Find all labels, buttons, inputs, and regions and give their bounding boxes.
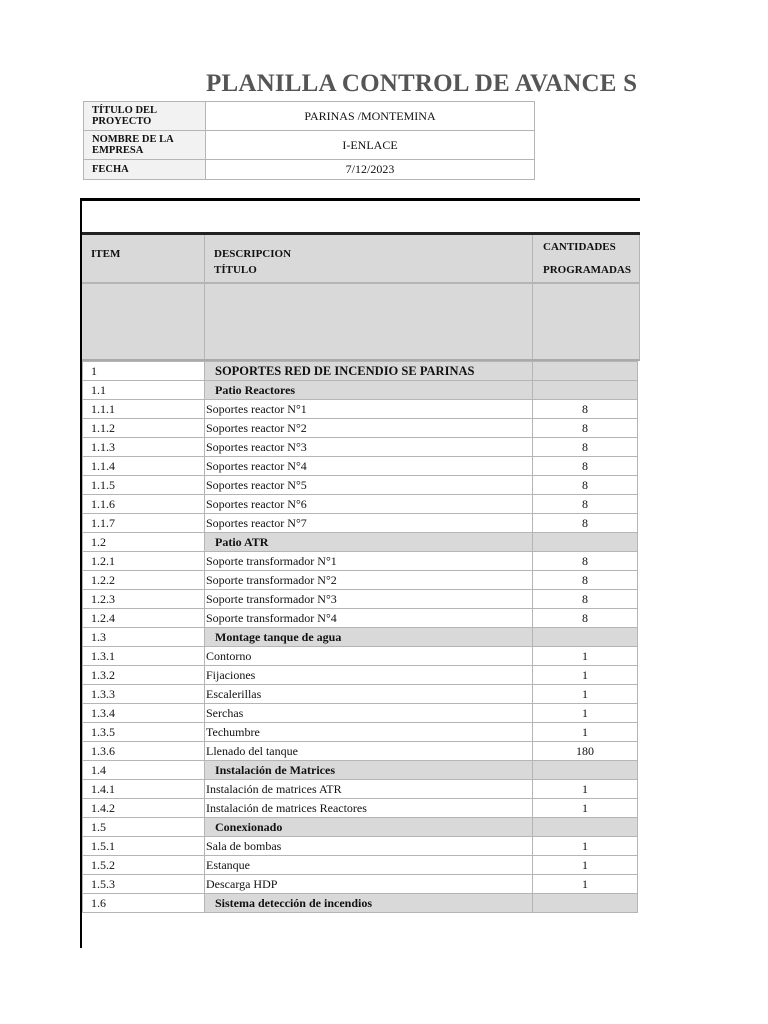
section-row [83,818,638,837]
description-cell: Soportes reactor N°4 [205,457,533,476]
section-row [83,533,638,552]
description-cell: Instalación de Matrices [205,761,533,780]
item-cell: 1.4.2 [83,799,205,818]
quantity-cell: 1 [533,875,638,894]
description-cell: SOPORTES RED DE INCENDIO SE PARINAS [205,362,533,381]
item-cell: 1.2.3 [83,590,205,609]
quantity-cell [533,533,638,552]
description-cell: Soportes reactor N°6 [205,495,533,514]
info-label: FECHA [84,160,206,180]
description-cell: Instalación de matrices Reactores [205,799,533,818]
quantity-cell: 8 [533,514,638,533]
item-cell: 1.2.1 [83,552,205,571]
table-row [83,609,638,628]
table-row [83,514,638,533]
quantity-cell [533,894,638,913]
table-row [83,799,638,818]
quantity-cell: 1 [533,704,638,723]
item-cell: 1.3.5 [83,723,205,742]
quantity-cell: 1 [533,856,638,875]
item-cell: 1.1.2 [83,419,205,438]
table-top-border [81,198,640,201]
item-cell: 1.3.2 [83,666,205,685]
table-row [83,780,638,799]
section-row [83,362,638,381]
item-cell: 1.4 [83,761,205,780]
quantity-cell: 1 [533,685,638,704]
table-row [83,875,638,894]
quantity-cell: 1 [533,723,638,742]
quantity-cell: 8 [533,609,638,628]
description-cell: Llenado del tanque [205,742,533,761]
item-cell: 1.1 [83,381,205,400]
quantity-cell: 8 [533,438,638,457]
section-row [83,381,638,400]
description-cell: Serchas [205,704,533,723]
table-row [83,837,638,856]
info-row-project [84,102,535,131]
quantity-cell [533,761,638,780]
table-row [83,552,638,571]
table-row [83,476,638,495]
description-cell: Soportes reactor N°1 [205,400,533,419]
project-info-table [83,101,535,180]
description-cell: Soporte transformador N°4 [205,609,533,628]
item-cell: 1.3.3 [83,685,205,704]
table-row [83,457,638,476]
item-cell: 1.1.4 [83,457,205,476]
info-label: NOMBRE DE LA EMPRESA [84,131,206,160]
item-cell: 1.1.1 [83,400,205,419]
description-cell: Montage tanque de agua [205,628,533,647]
item-cell: 1.3.6 [83,742,205,761]
header-divider [82,282,640,284]
description-cell: Patio ATR [205,533,533,552]
description-cell: Fijaciones [205,666,533,685]
description-cell: Soporte transformador N°1 [205,552,533,571]
quantity-cell [533,818,638,837]
item-cell: 1.1.7 [83,514,205,533]
description-cell: Soportes reactor N°5 [205,476,533,495]
description-cell: Patio Reactores [205,381,533,400]
header-cantidades: CANTIDADES [543,241,616,253]
item-cell: 1.3.4 [83,704,205,723]
quantity-cell: 8 [533,571,638,590]
item-cell: 1.3.1 [83,647,205,666]
quantity-cell [533,362,638,381]
quantity-cell: 8 [533,495,638,514]
table-row [83,419,638,438]
quantity-cell [533,381,638,400]
quantity-cell [533,628,638,647]
header-item: ITEM [91,248,121,260]
quantity-cell: 1 [533,647,638,666]
quantity-cell: 180 [533,742,638,761]
description-cell: Soporte transformador N°3 [205,590,533,609]
description-cell: Conexionado [205,818,533,837]
description-cell: Sala de bombas [205,837,533,856]
description-cell: Soportes reactor N°7 [205,514,533,533]
info-value: I-ENLACE [206,131,535,160]
info-label: TÍTULO DEL PROYECTO [84,102,206,131]
description-cell: Soporte transformador N°2 [205,571,533,590]
description-cell: Soportes reactor N°3 [205,438,533,457]
quantity-cell: 8 [533,476,638,495]
item-cell: 1.3 [83,628,205,647]
table-row [83,495,638,514]
table-row [83,856,638,875]
quantity-cell: 8 [533,552,638,571]
item-cell: 1.1.6 [83,495,205,514]
item-cell: 1.2.4 [83,609,205,628]
info-value: PARINAS /MONTEMINA [206,102,535,131]
info-value: 7/12/2023 [206,160,535,180]
section-row [83,628,638,647]
description-cell: Contorno [205,647,533,666]
section-row [83,894,638,913]
table-row [83,438,638,457]
item-cell: 1.5.3 [83,875,205,894]
quantity-cell: 8 [533,590,638,609]
table-row [83,742,638,761]
description-cell: Instalación de matrices ATR [205,780,533,799]
header-titulo: TÍTULO [214,264,257,276]
table-row [83,590,638,609]
progress-table [82,361,638,913]
table-row [83,647,638,666]
info-row-company [84,131,535,160]
description-cell: Estanque [205,856,533,875]
table-row [83,723,638,742]
item-cell: 1.1.3 [83,438,205,457]
table-row [83,704,638,723]
table-row [83,400,638,419]
item-cell: 1.5.1 [83,837,205,856]
item-cell: 1.5.2 [83,856,205,875]
section-row [83,761,638,780]
table-row [83,571,638,590]
quantity-cell: 8 [533,400,638,419]
quantity-cell: 8 [533,419,638,438]
page-title: PLANILLA CONTROL DE AVANCE S [206,70,638,97]
table-row [83,685,638,704]
item-cell: 1.5 [83,818,205,837]
quantity-cell: 1 [533,666,638,685]
quantity-cell: 1 [533,799,638,818]
header-programadas: PROGRAMADAS [543,264,631,276]
item-cell: 1.2.2 [83,571,205,590]
description-cell: Soportes reactor N°2 [205,419,533,438]
info-row-date [84,160,535,180]
item-cell: 1 [83,362,205,381]
header-descripcion: DESCRIPCION [214,248,292,260]
quantity-cell: 8 [533,457,638,476]
description-cell: Techumbre [205,723,533,742]
quantity-cell: 1 [533,780,638,799]
item-cell: 1.2 [83,533,205,552]
description-cell: Sistema detección de incendios [205,894,533,913]
table-row [83,666,638,685]
item-cell: 1.4.1 [83,780,205,799]
quantity-cell: 1 [533,837,638,856]
item-cell: 1.6 [83,894,205,913]
item-cell: 1.1.5 [83,476,205,495]
description-cell: Escalerillas [205,685,533,704]
description-cell: Descarga HDP [205,875,533,894]
